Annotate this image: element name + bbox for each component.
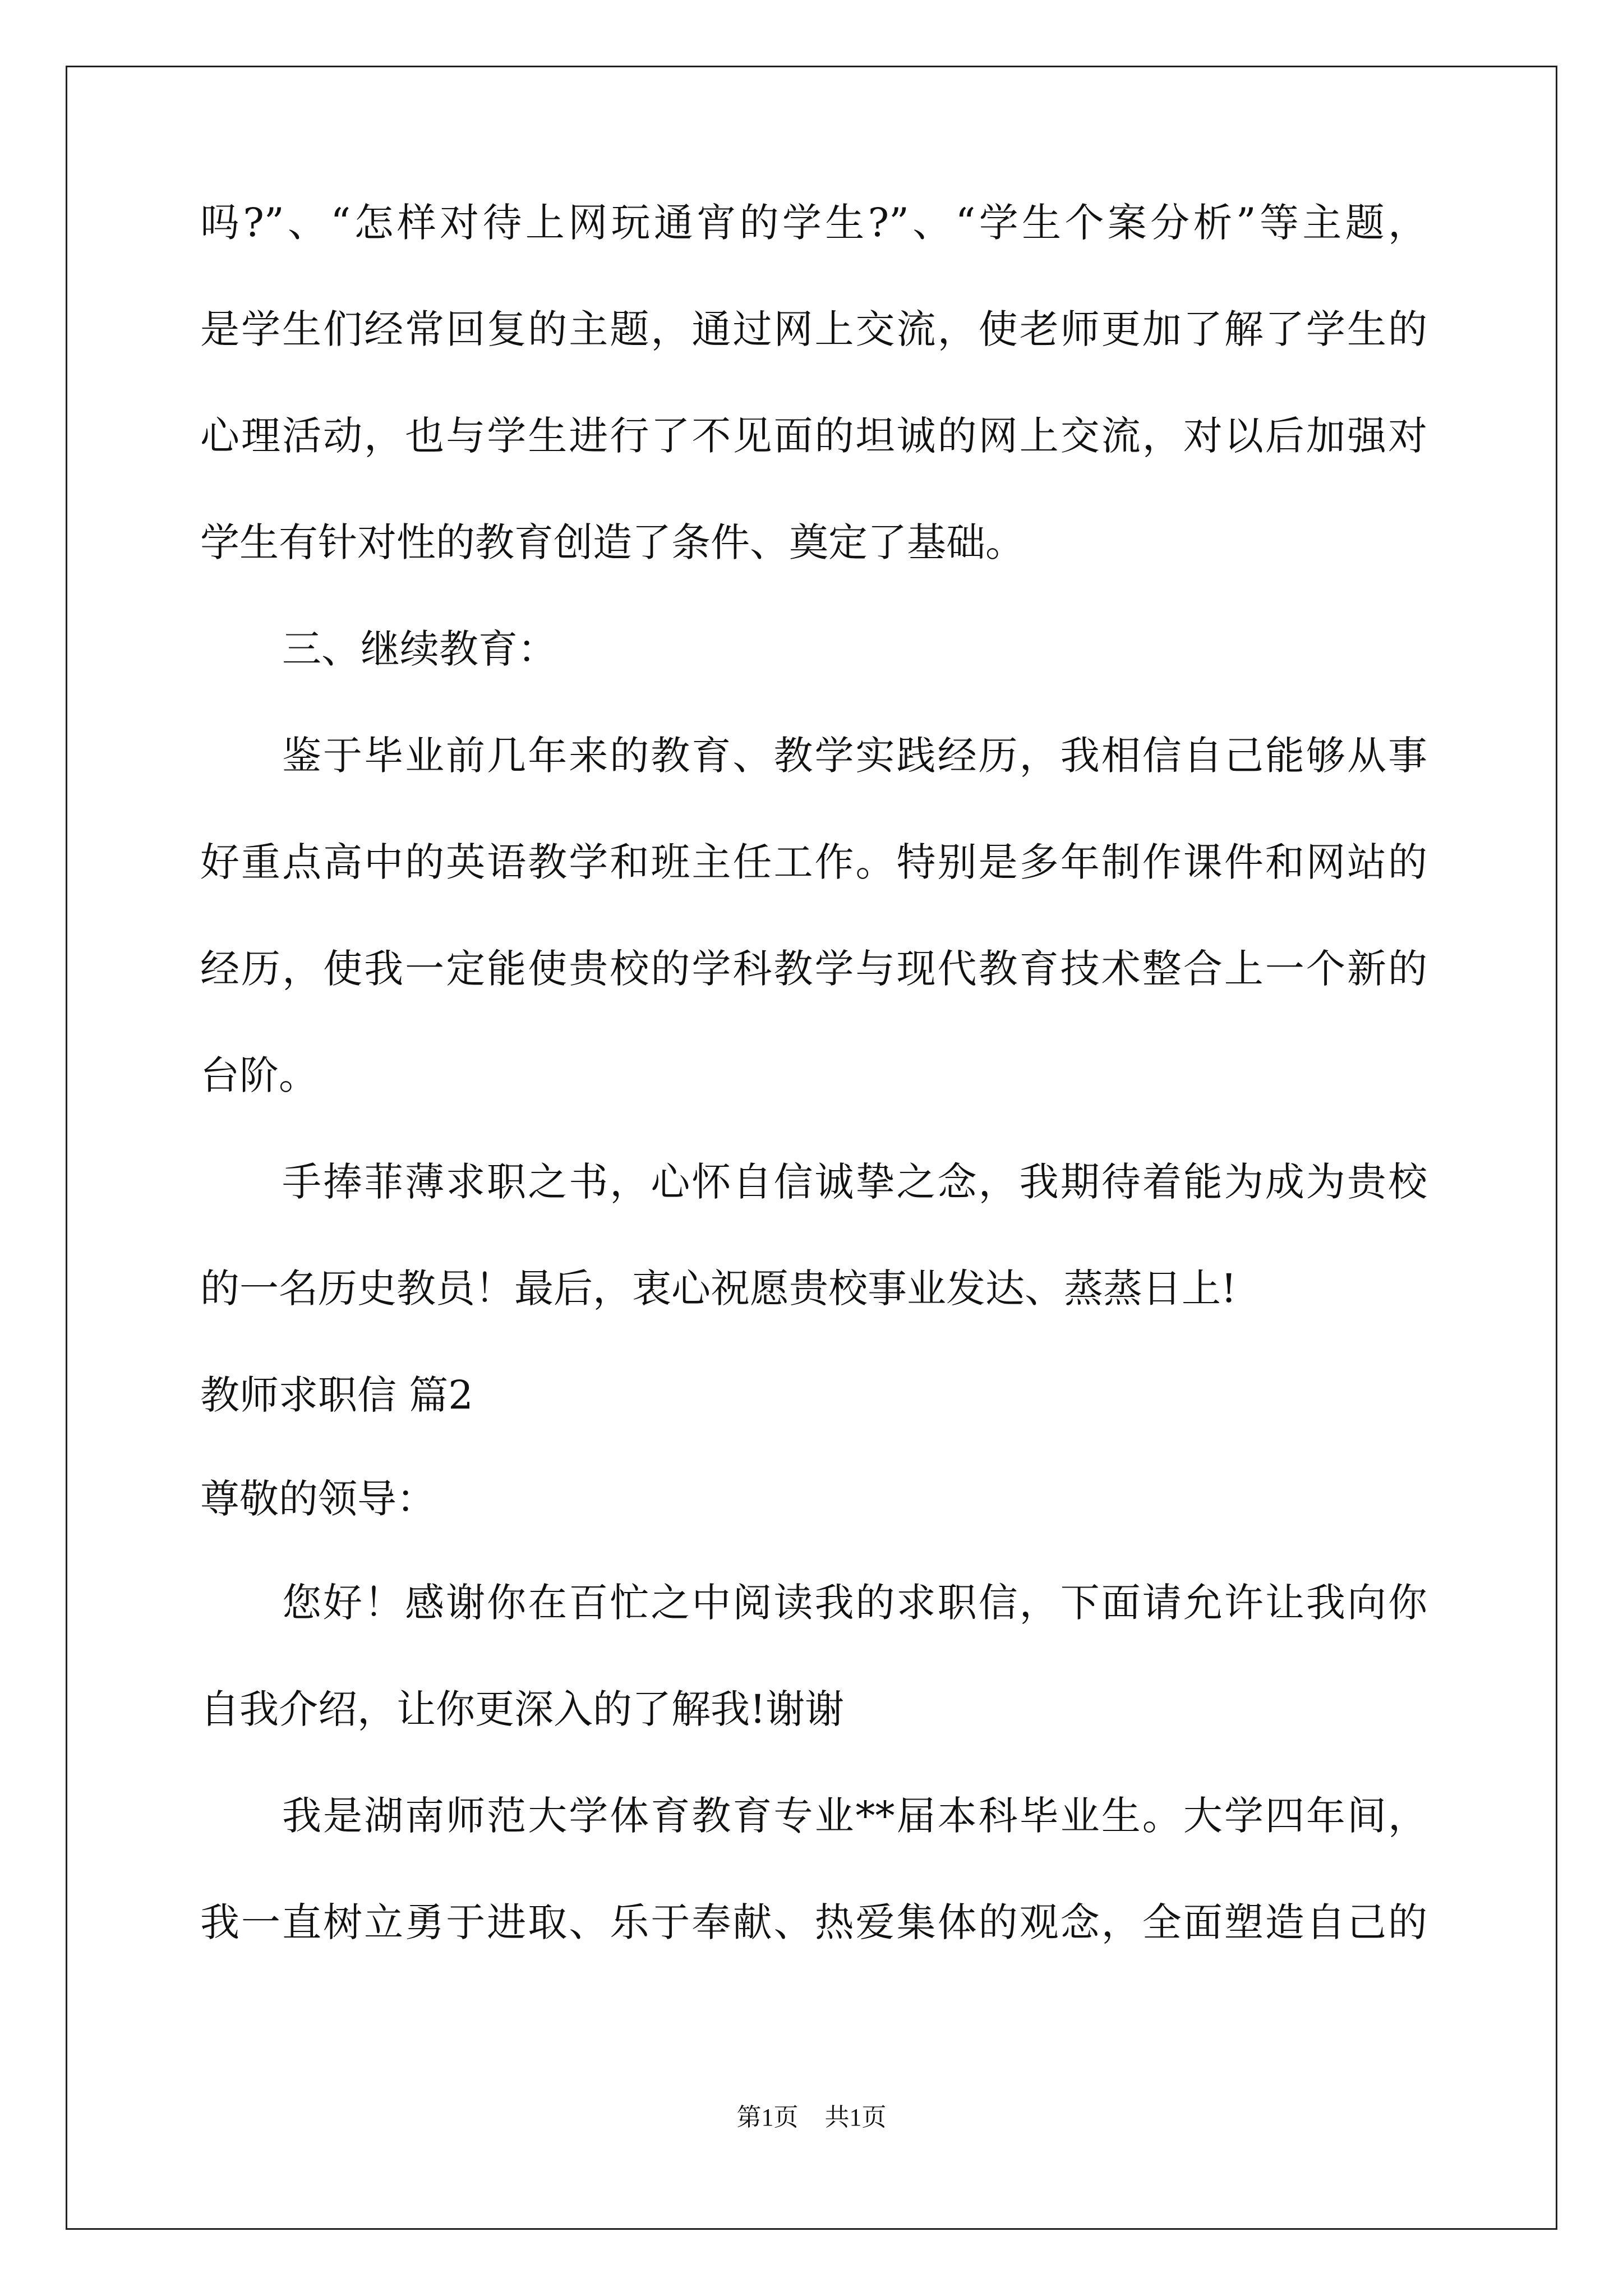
paragraph-line: 心理活动，也与学生进行了不见面的坦诚的网上交流，对以后加强对 xyxy=(200,413,1427,459)
paragraph-line: 您好！感谢你在百忙之中阅读我的求职信，下面请允许让我向你 xyxy=(282,1580,1427,1626)
paragraph-line: 学生有针对性的教育创造了条件、奠定了基础。 xyxy=(200,519,1025,565)
paragraph-line: 自我介绍，让你更深入的了解我!谢谢 xyxy=(200,1686,845,1732)
paragraph-line: 是学生们经常回复的主题，通过网上交流，使老师更加了解了学生的 xyxy=(200,306,1427,352)
paragraph-line: 我是湖南师范大学体育教育专业**届本科毕业生。大学四年间， xyxy=(282,1793,1427,1839)
section-heading: 三、继续教育： xyxy=(282,626,557,672)
paragraph-line: 的一名历史教员！最后，衷心祝愿贵校事业发达、蒸蒸日上! xyxy=(200,1266,1237,1312)
paragraph-line: 经历，使我一定能使贵校的学科教学与现代教育技术整合上一个新的 xyxy=(200,946,1427,992)
paragraph-line: 鉴于毕业前几年来的教育、教学实践经历，我相信自己能够从事 xyxy=(282,733,1427,779)
page-number: 第1页 xyxy=(736,2104,799,2131)
page-total: 共1页 xyxy=(824,2104,887,2131)
paragraph-line: 台阶。 xyxy=(200,1052,318,1098)
document-body xyxy=(200,200,1427,2009)
salutation: 尊敬的领导： xyxy=(200,1476,436,1522)
letter-title: 教师求职信 篇2 xyxy=(200,1372,473,1418)
paragraph-line: 手捧菲薄求职之书，心怀自信诚挚之念，我期待着能为成为贵校 xyxy=(282,1159,1427,1205)
paragraph-line: 吗?”、“怎样对待上网玩通宵的学生?”、“学生个案分析”等主题， xyxy=(200,200,1427,246)
paragraph-line: 好重点高中的英语教学和班主任工作。特别是多年制作课件和网站的 xyxy=(200,839,1427,885)
paragraph-line: 我一直树立勇于进取、乐于奉献、热爱集体的观念，全面塑造自己的 xyxy=(200,1899,1427,1945)
page-footer xyxy=(0,2097,1623,2133)
